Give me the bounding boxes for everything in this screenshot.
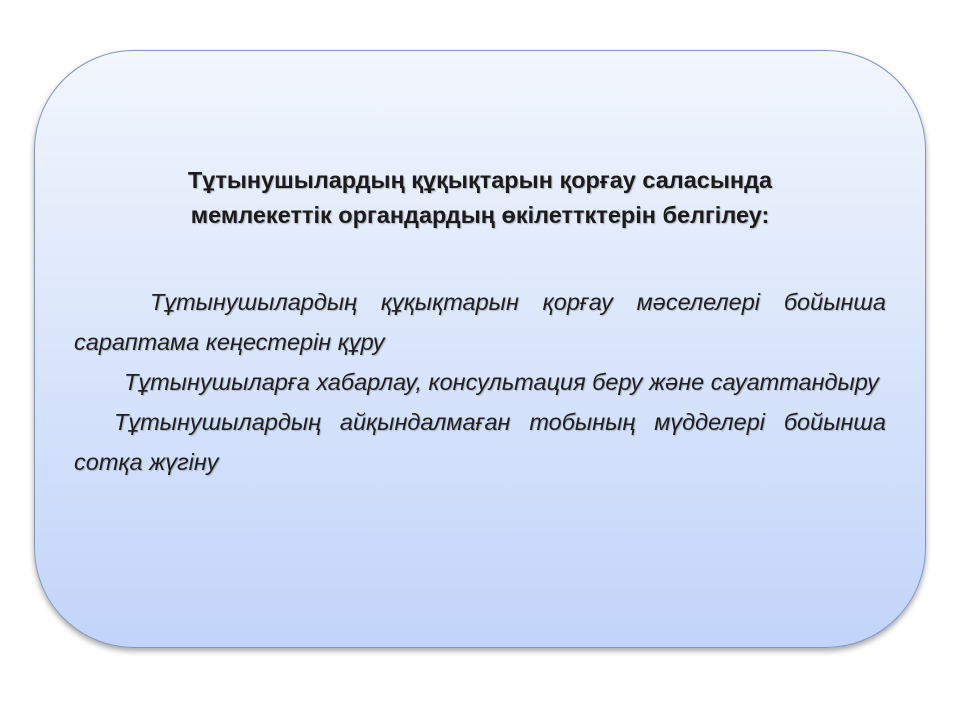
slide-title <box>74 163 886 233</box>
item-list <box>74 282 886 482</box>
list-item-consultation: Тұтынушыларға хабарлау, консультация беру және сауаттандыру <box>124 369 879 395</box>
list-item-court-appeal: Тұтынушылардың айқындалмаған тобының мүдделері бойынша сотқа жүгіну <box>74 409 886 475</box>
slide-title-line-2: мемлекеттік органдардың өкілеттктерін белгілеу: <box>190 202 770 228</box>
slide-title-line-1: Тұтынушылардың құқықтарын қорғау саласында <box>187 167 773 193</box>
list-item-expert-councils: Тұтынушылардың құқықтарын қорғау мәселелері бойынша сараптама кеңестерін құру <box>74 289 886 355</box>
